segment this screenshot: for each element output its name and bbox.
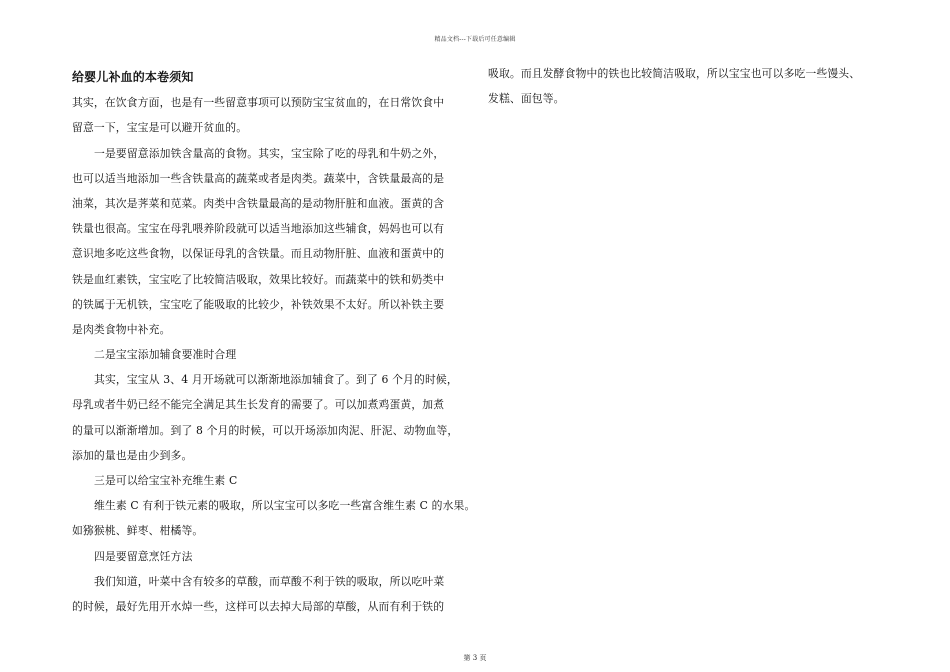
body-text-line: 油菜，其次是荠菜和苋菜。肉类中含铁量最高的是动物肝脏和血液。蛋黄的含 <box>72 196 445 210</box>
body-text-line: 的铁属于无机铁，宝宝吃了能吸取的比较少，补铁效果不太好。所以补铁主要 <box>72 297 445 311</box>
body-text-line: 四是要留意烹饪方法 <box>94 549 193 563</box>
body-text-line: 的时候，最好先用开水焯一些，这样可以去掉大局部的草酸，从而有利于铁的 <box>72 599 445 613</box>
body-text-line: 一是要留意添加铁含量高的食物。其实，宝宝除了吃的母乳和牛奶之外， <box>94 146 445 160</box>
body-text-line: 铁量也很高。宝宝在母乳喂养阶段就可以适当地添加这些辅食，妈妈也可以有 <box>72 222 445 236</box>
page-number: 第 3 页 <box>463 654 487 662</box>
body-text-line: 留意一下，宝宝是可以避开贫血的。 <box>72 121 248 135</box>
right-column-body <box>488 61 878 111</box>
left-column-body <box>72 90 476 619</box>
right-column <box>488 61 878 111</box>
body-text-line: 添加的量也是由少到多。 <box>72 448 193 462</box>
body-text-line: 是肉类食物中补充。 <box>72 322 171 336</box>
body-text-line: 二是宝宝添加辅食要准时合理 <box>94 348 237 362</box>
body-text-line: 三是可以给宝宝补充维生素 C <box>94 474 238 487</box>
body-text-line: 维生素 C 有利于铁元素的吸取，所以宝宝可以多吃一些富含维生素 C 的水果。 <box>94 499 476 513</box>
left-column <box>72 65 476 619</box>
body-text-line: 其实，在饮食方面，也是有一些留意事项可以预防宝宝贫血的，在日常饮食中 <box>72 96 445 110</box>
body-text-line: 其实，宝宝从 3、4 月开场就可以渐渐地添加辅食了。到了 6 个月的时候， <box>94 373 458 387</box>
body-text-line: 的量可以渐渐增加。到了 8 个月的时候，可以开场添加肉泥、肝泥、动物血等， <box>72 423 459 437</box>
body-text-line: 母乳或者牛奶已经不能完全满足其生长发育的需要了。可以加煮鸡蛋黄，加煮 <box>72 398 445 412</box>
body-text-line: 也可以适当地添加一些含铁量高的蔬菜或者是肉类。蔬菜中，含铁量最高的是 <box>72 171 445 185</box>
article-title: 给婴儿补血的本卷须知 <box>72 70 194 84</box>
body-text-line: 意识地多吃这些食物，以保证母乳的含铁量。而且动物肝脏、血液和蛋黄中的 <box>72 247 445 261</box>
body-text-line: 发糕、面包等。 <box>488 92 565 106</box>
body-text-line: 铁是血红素铁，宝宝吃了比较简洁吸取，效果比较好。而蔬菜中的铁和奶类中 <box>72 272 445 286</box>
body-text-line: 如猕猴桃、鲜枣、柑橘等。 <box>72 524 204 538</box>
body-text-line: 吸取。而且发酵食物中的铁也比较简洁吸取，所以宝宝也可以多吃一些馒头、 <box>488 67 861 80</box>
page-header: 精品文档---下载后可任意编辑 <box>434 36 516 43</box>
body-text-line: 我们知道，叶菜中含有较多的草酸，而草酸不利于铁的吸取，所以吃叶菜 <box>94 574 445 588</box>
